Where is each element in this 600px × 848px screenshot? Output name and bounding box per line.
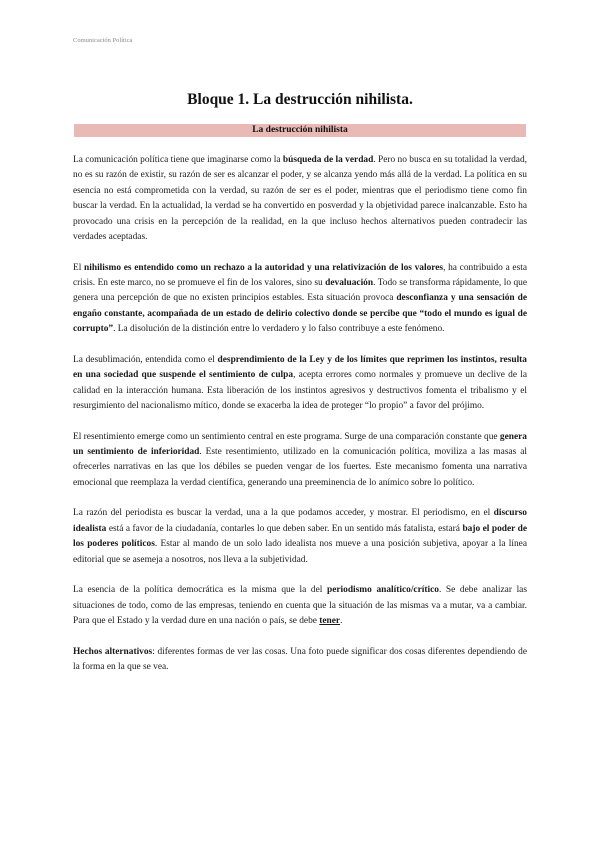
paragraph-democracy: La esencia de la política democrática es la misma que la del periodismo analítico/crítico. Se debe analizar las situaciones de todo, como de las empresas, teniendo en cuenta que la situación de las mismas va a mutar, va a cambiar. Para que el Estado y la verdad dure en una nación o país, se debe tener. [73,585,527,627]
underlined-term: tener [319,616,341,627]
section-banner: La destrucción nihilista [74,124,526,137]
bold-term: devaluación [325,278,374,289]
bold-term: desconfianza y una sensación de engaño constante, acompañada de un estado de delirio colectivo donde se percibe que “todo el mundo es igual de corrupto” [73,293,527,335]
paragraph-journalist: La razón del periodista es buscar la verdad, una a la que podamos acceder, y mostrar. El periodismo, en el discurso idealista está a favor de la ciudadanía, contarles lo que deben saber. En un sentido más fatalista, estará bajo el poder de los poderes políticos. Estar al mando de un solo lado idealista nos mueve a una posición subjetiva, apoyar a la línea editorial que se asemeja a nosotros, nos lleva a la subjetividad. [73,508,527,565]
paragraph-nihilism: El nihilismo es entendido como un rechazo a la autoridad y una relativización de los valores, ha contribuido a esta crisis. En este marco, no se promueve el fin de los valores, sino su devaluación. Todo se transforma rápidamente, lo que genera una percepción de que no existen principios estables. Esta situación provoca desconfianza y una sensación de engaño constante, acompañada de un estado de delirio colectivo donde se percibe que “todo el mundo es igual de corrupto”. La disolución de la distinción entre lo verdadero y lo falso contribuye a este fenómeno. [73,262,527,335]
bold-term [319,616,340,626]
document-body [73,153,527,691]
bold-term: nihilismo es entendido como un rechazo a la autoridad y una relativización de los valores [84,262,444,273]
paragraph-resentment: El resentimiento emerge como un sentimiento central en este programa. Surge de una comparación constante que genera un sentimiento de inferioridad. Este resentimiento, utilizado en la comunicación política, moviliza a las masas al ofrecerles narrativas en las que los débiles se pueden vengar de los fuertes. Este mecanismo fomenta una narrativa emocional que reemplaza la verdad científica, generando una preeminencia de lo anímico sobre lo político. [73,431,528,488]
document-header: Comunicación Política [73,37,133,44]
paragraph-truth: La comunicación política tiene que imaginarse como la búsqueda de la verdad. Pero no busca en su totalidad la verdad, no es su razón de existir, su razón de ser es alcanzar el poder, y se alcanza yendo más allá de la verdad. La política en su esencia no está comprometida con la verdad, su razón de ser es el poder, mientras que el periodismo tiene como fin buscar la verdad. En la actualidad, la verdad se ha convertido en posverdad y la objetividad parece inalcanzable. Esto ha provocado una crisis en la percepción de la realidad, en la que incluso hechos alternativos pueden contradecir las verdades aceptadas. [73,155,527,243]
bold-term: periodismo analítico/crítico [327,585,439,596]
page-title: Bloque 1. La destrucción nihilista. [187,91,413,108]
bold-term: genera un sentimiento de inferioridad [73,431,527,458]
bold-term: búsqueda de la verdad [282,155,374,165]
bold-term: Hechos alternativos [73,646,153,657]
bold-term: bajo el poder de los poderes políticos [73,523,527,550]
paragraph-desublimation: La desublimación, entendida como el desprendimiento de la Ley y de los límites que reprimen los instintos, resulta en una sociedad que suspende el sentimiento de culpa, acepta errores como normales y promueve un declive de la calidad en la interacción humana. Esta liberación de los instintos agresivos y destructivos fomenta el tribalismo y el resurgimiento del nacionalismo mítico, donde se exacerba la idea de proteger “lo propio” a favor del prójimo. [73,354,527,412]
paragraph-alternative-facts: Hechos alternativos: diferentes formas de ver las cosas. Una foto puede significar dos cosas diferentes dependiendo de la forma en la que se vea. [73,646,527,673]
bold-term: desprendimiento de la Ley y de los límites que reprimen los instintos, resulta en una sociedad que suspende el sentimiento de culpa [73,354,527,381]
bold-term: discurso idealista [73,508,527,534]
